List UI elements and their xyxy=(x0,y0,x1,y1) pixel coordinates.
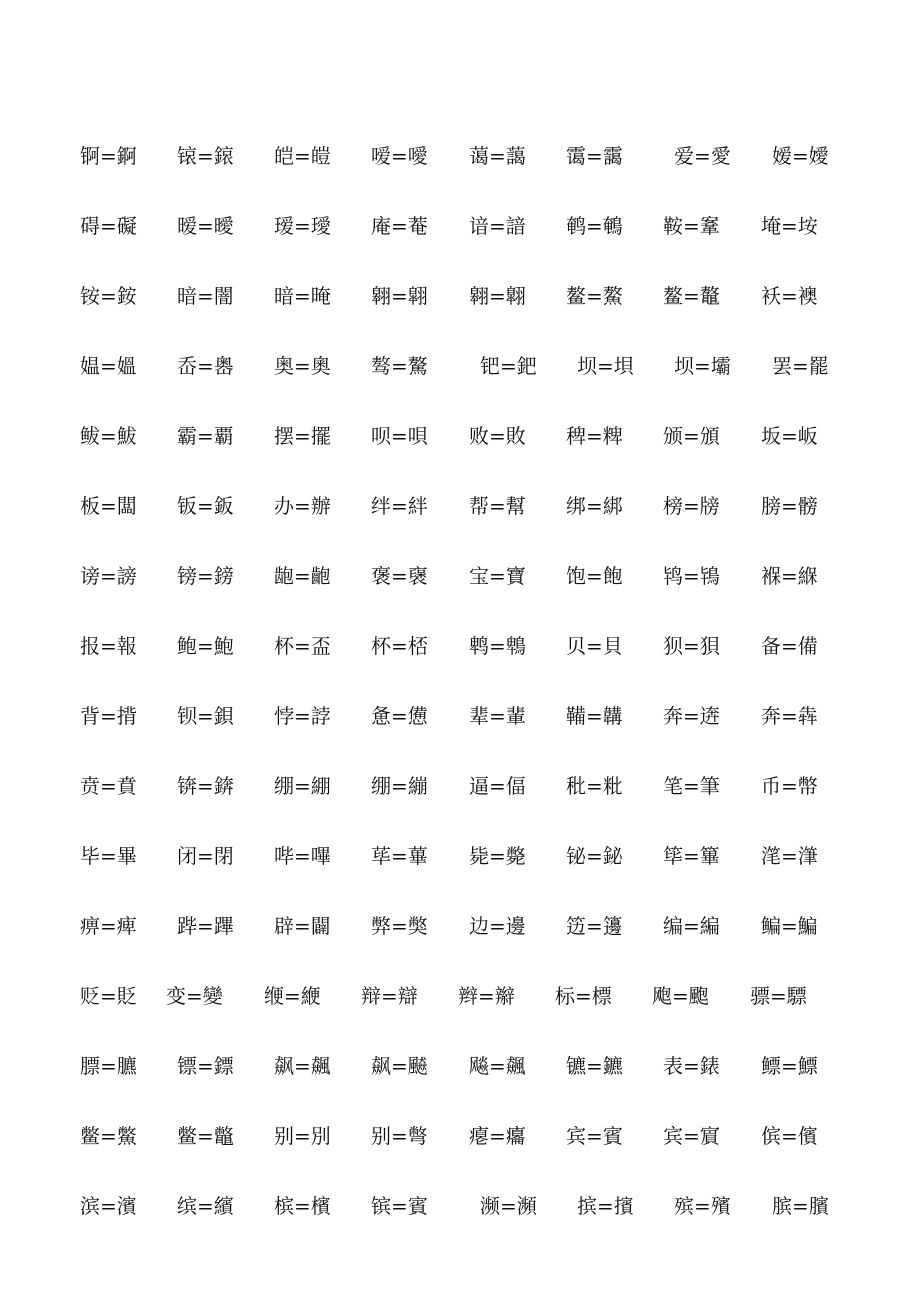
char-pair: 锕=錒 xyxy=(80,144,137,168)
char-pair: 殡=殯 xyxy=(674,1194,731,1218)
char-pair: 鞍=鞌 xyxy=(663,214,720,238)
char-pair: 饱=飽 xyxy=(566,564,623,588)
char-pair: 报=報 xyxy=(80,634,137,658)
char-pair: 缤=繽 xyxy=(177,1194,234,1218)
char-pair: 缏=緶 xyxy=(264,984,321,1008)
char-pair: 贲=賁 xyxy=(80,774,137,798)
char-row-2 xyxy=(0,214,920,254)
char-pair: 败=敗 xyxy=(469,424,526,448)
char-pair: 痹=痺 xyxy=(80,914,137,938)
char-pair: 筚=篳 xyxy=(663,844,720,868)
char-pair: 钯=鈀 xyxy=(480,354,537,378)
char-pair: 颁=頒 xyxy=(663,424,720,448)
char-pair: 霸=覇 xyxy=(177,424,234,448)
char-pair: 逼=偪 xyxy=(469,774,526,798)
char-pair: 摆=擺 xyxy=(274,424,331,448)
char-pair: 飙=飇 xyxy=(371,1054,428,1078)
char-pair: 毕=畢 xyxy=(80,844,137,868)
char-pair: 稗=粺 xyxy=(566,424,623,448)
char-pair: 办=辦 xyxy=(274,494,331,518)
char-pair: 铋=鉍 xyxy=(566,844,623,868)
char-pair: 膑=臏 xyxy=(772,1194,829,1218)
char-pair: 锛=錛 xyxy=(177,774,234,798)
char-pair: 罢=罷 xyxy=(772,354,829,378)
char-pair: 闭=閉 xyxy=(177,844,234,868)
char-pair: 媪=媼 xyxy=(80,354,137,378)
char-pair: 庵=菴 xyxy=(371,214,428,238)
char-pair: 膀=髈 xyxy=(761,494,818,518)
char-row-8 xyxy=(0,634,920,674)
char-pair: 奔=犇 xyxy=(761,704,818,728)
char-pair: 变=變 xyxy=(166,984,223,1008)
char-row-10 xyxy=(0,774,920,814)
char-pair: 骜=驁 xyxy=(371,354,428,378)
char-pair: 榜=牓 xyxy=(663,494,720,518)
char-pair: 嫒=嬡 xyxy=(772,144,829,168)
char-pair: 鲍=鮑 xyxy=(177,634,234,658)
char-pair: 杯=盃 xyxy=(274,634,331,658)
char-pair: 辫=辮 xyxy=(458,984,515,1008)
char-pair: 板=闆 xyxy=(80,494,137,518)
char-pair: 宾=賓 xyxy=(566,1124,623,1148)
char-pair: 毙=斃 xyxy=(469,844,526,868)
char-pair: 绊=絆 xyxy=(371,494,428,518)
char-pair: 翱=翶 xyxy=(371,284,428,308)
char-pair: 岙=嶴 xyxy=(177,354,234,378)
char-pair: 褒=襃 xyxy=(371,564,428,588)
char-pair: 滗=潷 xyxy=(761,844,818,868)
char-pair: 鳌=鼇 xyxy=(663,284,720,308)
char-pair: 钣=鈑 xyxy=(177,494,234,518)
char-pair: 飙=飆 xyxy=(274,1054,331,1078)
char-pair: 锿=鎄 xyxy=(177,144,234,168)
char-pair: 皑=皚 xyxy=(274,144,331,168)
char-pair: 埯=垵 xyxy=(761,214,818,238)
char-pair: 绷=繃 xyxy=(371,774,428,798)
char-row-14 xyxy=(0,1054,920,1094)
char-row-5 xyxy=(0,424,920,464)
char-pair: 秕=粃 xyxy=(566,774,623,798)
char-pair: 镖=鏢 xyxy=(177,1054,234,1078)
char-pair: 弊=獘 xyxy=(371,914,428,938)
char-pair: 笾=籩 xyxy=(566,914,623,938)
char-pair: 暧=曖 xyxy=(177,214,234,238)
char-pair: 荜=蓽 xyxy=(371,844,428,868)
char-row-1 xyxy=(0,144,920,184)
char-pair: 暗=闇 xyxy=(177,284,234,308)
char-pair: 濒=瀕 xyxy=(480,1194,537,1218)
char-pair: 奥=奧 xyxy=(274,354,331,378)
char-pair: 瘪=癟 xyxy=(469,1124,526,1148)
char-pair: 铵=銨 xyxy=(80,284,137,308)
char-pair: 槟=檳 xyxy=(274,1194,331,1218)
char-pair: 翱=翺 xyxy=(469,284,526,308)
char-pair: 镑=鎊 xyxy=(177,564,234,588)
char-pair: 别=彆 xyxy=(371,1124,428,1148)
char-pair: 辈=輩 xyxy=(469,704,526,728)
char-pair: 暗=晻 xyxy=(274,284,331,308)
char-pair: 背=揹 xyxy=(80,704,137,728)
char-pair: 辟=闢 xyxy=(274,914,331,938)
char-pair: 哔=嗶 xyxy=(274,844,331,868)
char-row-13 xyxy=(0,984,920,1024)
char-pair: 边=邊 xyxy=(469,914,526,938)
char-pair: 宾=賔 xyxy=(663,1124,720,1148)
char-row-4 xyxy=(0,354,920,394)
char-pair: 别=別 xyxy=(274,1124,331,1148)
char-pair: 狈=狽 xyxy=(663,634,720,658)
char-pair: 悖=誖 xyxy=(274,704,331,728)
char-row-6 xyxy=(0,494,920,534)
char-pair: 龅=齙 xyxy=(274,564,331,588)
char-pair: 镳=鑣 xyxy=(566,1054,623,1078)
char-pair: 鳌=鰲 xyxy=(566,284,623,308)
char-pair: 备=備 xyxy=(761,634,818,658)
char-pair: 笔=筆 xyxy=(663,774,720,798)
char-pair: 鸨=鴇 xyxy=(663,564,720,588)
char-pair: 嗳=噯 xyxy=(371,144,428,168)
char-pair: 飑=颮 xyxy=(652,984,709,1008)
char-pair: 贬=貶 xyxy=(80,984,137,1008)
char-pair: 爱=愛 xyxy=(674,144,731,168)
char-pair: 谙=諳 xyxy=(469,214,526,238)
char-pair: 镔=賓 xyxy=(371,1194,428,1218)
char-pair: 呗=唄 xyxy=(371,424,428,448)
char-pair: 鞴=韝 xyxy=(566,704,623,728)
char-pair: 表=錶 xyxy=(663,1054,720,1078)
char-pair: 蔼=藹 xyxy=(469,144,526,168)
char-pair: 钡=鋇 xyxy=(177,704,234,728)
char-pair: 滨=濱 xyxy=(80,1194,137,1218)
char-pair: 膘=臕 xyxy=(80,1054,137,1078)
char-pair: 绷=綳 xyxy=(274,774,331,798)
char-row-15 xyxy=(0,1124,920,1164)
char-pair: 袄=襖 xyxy=(761,284,818,308)
char-pair: 辩=辯 xyxy=(361,984,418,1008)
char-pair: 奔=逩 xyxy=(663,704,720,728)
char-pair: 坂=岅 xyxy=(761,424,818,448)
char-row-7 xyxy=(0,564,920,604)
char-row-11 xyxy=(0,844,920,884)
char-pair: 碍=礙 xyxy=(80,214,137,238)
char-pair: 惫=憊 xyxy=(371,704,428,728)
char-pair: 鳊=鯿 xyxy=(761,914,818,938)
char-pair: 坝=壩 xyxy=(674,354,731,378)
char-row-12 xyxy=(0,914,920,954)
char-pair: 币=幣 xyxy=(761,774,818,798)
char-pair: 鹌=鵪 xyxy=(566,214,623,238)
char-pair: 鹎=鵯 xyxy=(469,634,526,658)
char-pair: 坝=垻 xyxy=(577,354,634,378)
char-pair: 鳖=鼈 xyxy=(177,1124,234,1148)
char-pair: 鳖=鱉 xyxy=(80,1124,137,1148)
char-pair: 谤=謗 xyxy=(80,564,137,588)
char-pair: 摈=擯 xyxy=(577,1194,634,1218)
char-pair: 杯=桮 xyxy=(371,634,428,658)
char-pair: 贝=貝 xyxy=(566,634,623,658)
char-pair: 鲅=鮁 xyxy=(80,424,137,448)
char-pair: 飚=飆 xyxy=(469,1054,526,1078)
char-pair: 绑=綁 xyxy=(566,494,623,518)
char-row-3 xyxy=(0,284,920,324)
char-pair: 霭=靄 xyxy=(566,144,623,168)
char-row-9 xyxy=(0,704,920,744)
char-pair: 跸=蹕 xyxy=(177,914,234,938)
char-pair: 宝=寶 xyxy=(469,564,526,588)
char-pair: 编=編 xyxy=(663,914,720,938)
char-pair: 骠=驃 xyxy=(750,984,807,1008)
char-pair: 瑷=璦 xyxy=(274,214,331,238)
char-pair: 傧=儐 xyxy=(761,1124,818,1148)
char-pair: 标=標 xyxy=(555,984,612,1008)
char-pair: 褓=緥 xyxy=(761,564,818,588)
char-row-16 xyxy=(0,1194,920,1234)
char-pair: 帮=幫 xyxy=(469,494,526,518)
char-pair: 鳔=鰾 xyxy=(761,1054,818,1078)
